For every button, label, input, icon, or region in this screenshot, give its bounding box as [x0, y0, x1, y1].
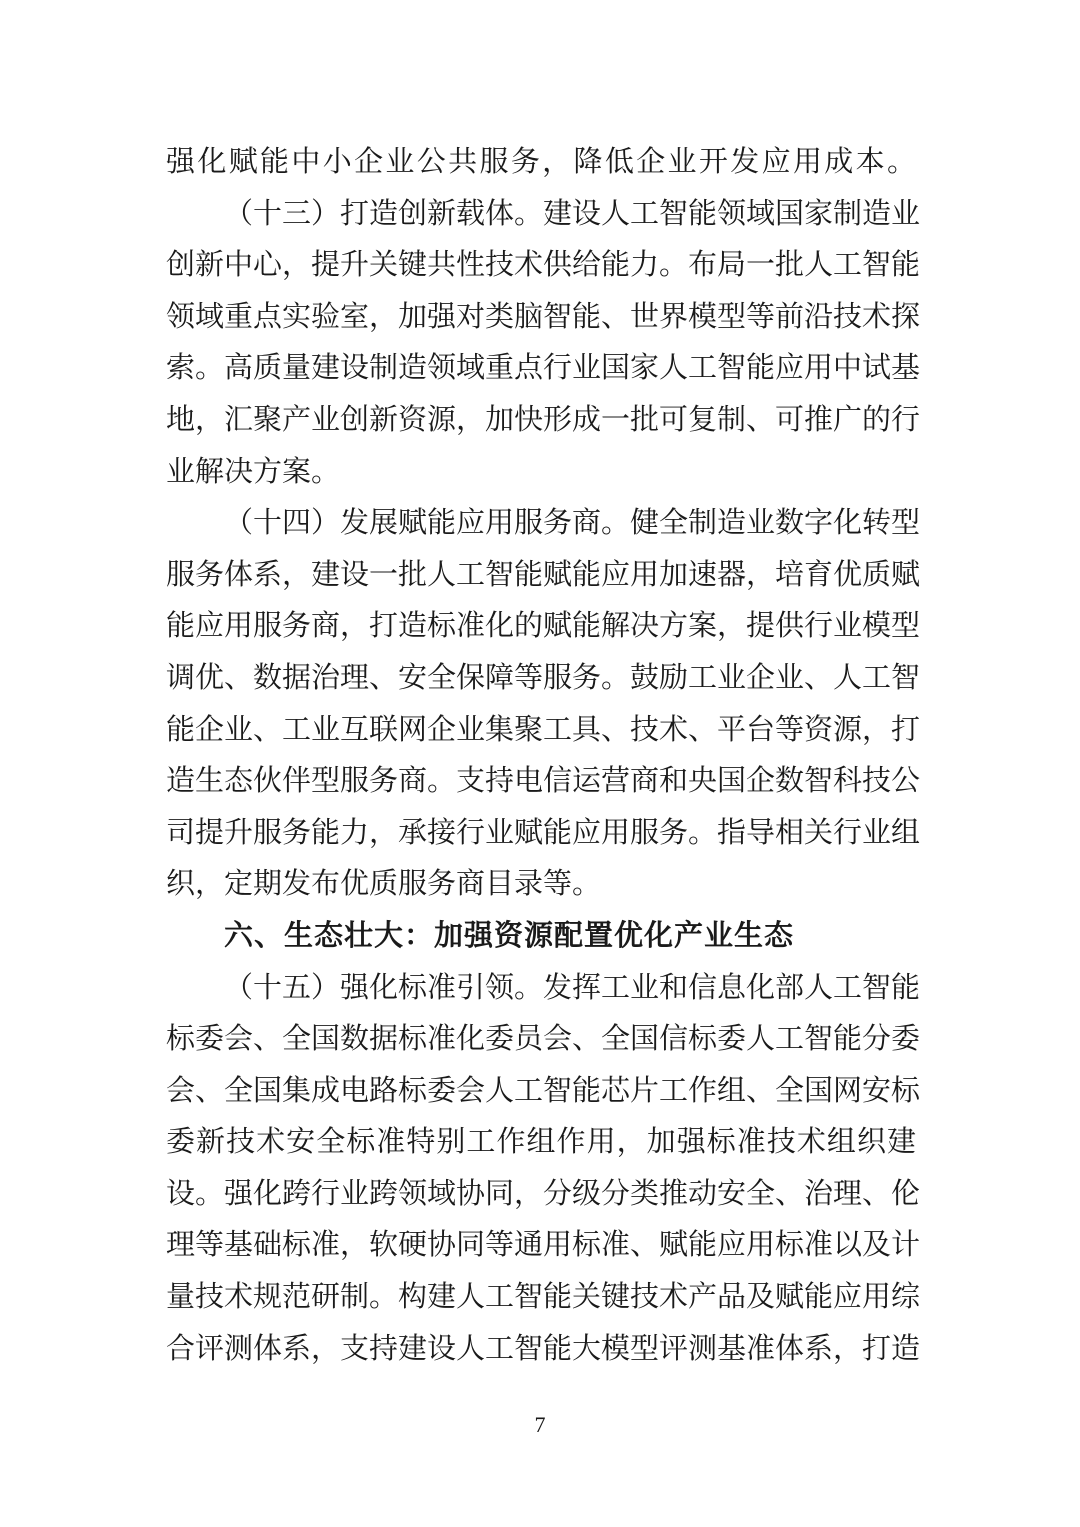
text-line: 标委会、全国数据标准化委员会、全国信标委人工智能分委: [166, 1021, 921, 1056]
section-15-title-line: （十五）强化标准引领。发挥工业和信息化部人工智能: [224, 969, 921, 1004]
text-line: 索。高质量建设制造领域重点行业国家人工智能应用中试基: [166, 350, 921, 385]
text-line: 造生态伙伴型服务商。支持电信运营商和央国企数智科技公: [166, 763, 921, 798]
text-line: 创新中心，提升关键共性技术供给能力。布局一批人工智能: [166, 247, 921, 282]
text-line: 委新技术安全标准特别工作组作用，加强标准技术组织建: [166, 1124, 916, 1159]
chapter-6-heading: 六、生态壮大：加强资源配置优化产业生态: [224, 917, 795, 952]
text-line: 司提升服务能力，承接行业赋能应用服务。指导相关行业组: [166, 814, 921, 849]
body-text: [166, 136, 921, 1374]
text-line: 能企业、工业互联网企业集聚工具、技术、平台等资源，打: [166, 711, 921, 746]
text-line: 地，汇聚产业创新资源，加快形成一批可复制、可推广的行: [166, 401, 921, 436]
text-line: 能应用服务商，打造标准化的赋能解决方案，提供行业模型: [166, 608, 921, 643]
text-line: 合评测体系，支持建设人工智能大模型评测基准体系，打造: [166, 1330, 921, 1365]
text-line: 服务体系，建设一批人工智能赋能应用加速器，培育优质赋: [166, 556, 921, 591]
text-line: 领域重点实验室，加强对类脑智能、世界模型等前沿技术探: [166, 298, 921, 333]
text-line: 调优、数据治理、安全保障等服务。鼓励工业企业、人工智: [166, 659, 921, 694]
text-line: 业解决方案。: [166, 453, 341, 488]
text-line: 设。强化跨行业跨领域协同，分级分类推动安全、治理、伦: [166, 1175, 921, 1210]
text-line: 理等基础标准，软硬协同等通用标准、赋能应用标准以及计: [166, 1227, 921, 1262]
section-14-title-line: （十四）发展赋能应用服务商。健全制造业数字化转型: [224, 505, 921, 540]
text-line: 量技术规范研制。构建人工智能关键技术产品及赋能应用综: [166, 1279, 921, 1314]
text-line: 强化赋能中小企业公共服务，降低企业开发应用成本。: [166, 144, 916, 178]
text-line: 织，定期发布优质服务商目录等。: [166, 866, 602, 901]
text-line: 会、全国集成电路标委会人工智能芯片工作组、全国网安标: [166, 1072, 921, 1107]
section-13-title-line: （十三）打造创新载体。建设人工智能领域国家制造业: [224, 195, 921, 230]
page-number: 7: [534, 1412, 546, 1437]
